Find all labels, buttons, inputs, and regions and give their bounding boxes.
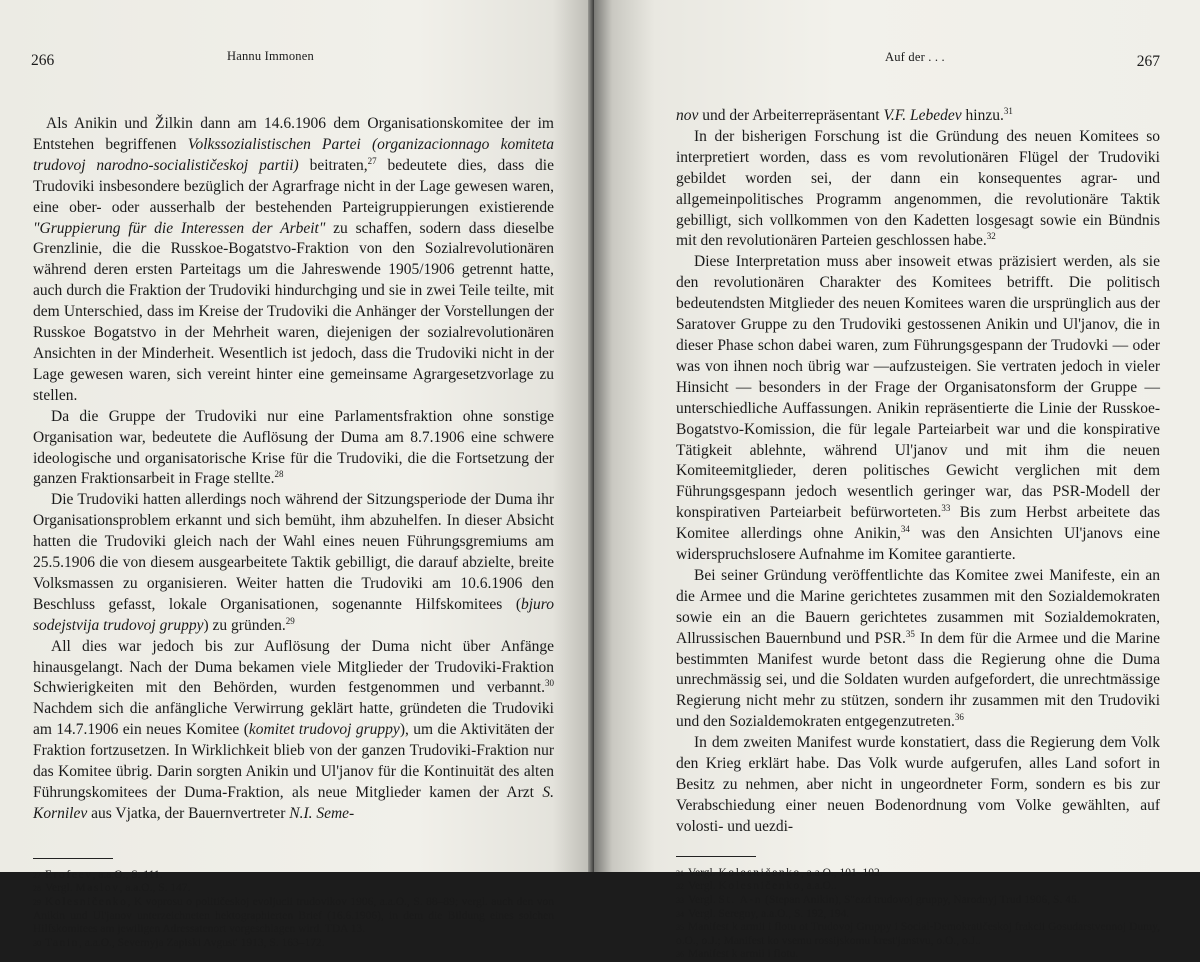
footnote xyxy=(33,896,554,937)
italic-run: komitet trudovoj gruppy xyxy=(248,721,400,739)
text-run: , a.a.O., S. 111. xyxy=(92,868,163,881)
right-page-header xyxy=(676,44,1160,90)
paragraph xyxy=(33,114,554,407)
text-run: , a.a.O.. xyxy=(800,880,837,893)
text-run: Vergl. xyxy=(688,893,719,906)
footnote-ref: 31 xyxy=(1003,105,1013,116)
page-number: 267 xyxy=(1136,53,1160,70)
spaced-name: Kolesničenko xyxy=(718,880,801,893)
footnote-number: 35 xyxy=(676,923,684,933)
text-run: (Stepan Anikin), S"ezd trudovoj gruppy, Narodnyj Trud 1906, S. 45. xyxy=(762,893,1080,906)
footnote xyxy=(33,882,554,896)
footnote xyxy=(676,894,1160,908)
footnote-number: 31 xyxy=(676,868,684,878)
text-run: Vergl. xyxy=(45,882,76,895)
footnote xyxy=(33,937,554,951)
text-run: Da die Gruppe der Trudoviki nur eine Parlamentsfraktion ohne sonstige Organisation war, bedeutete die Auflösung der Duma am 8.7.1906 eine schwere ideologische und organisatorische Krise für die Trudoviki, die die Fortsetzung der ganzen Fraktionsarbeit in Frage stellte. xyxy=(33,407,554,488)
italic-run: "Gruppierung für die Interessen der Arbeit" xyxy=(33,219,326,237)
spaced-name: St. A-n xyxy=(718,893,763,906)
footnote xyxy=(676,948,1160,962)
text-run: ), um die Aktivitäten der Fraktion fortzusetzen. In Wirklichkeit blieb von der ganzen Trudoviki-Fraktion nur das Komitee übrig. Darin sorgten Anikin und Ul'janov für die Kontinuität des alten Führungskomitees der Duma-Fraktion, als neue Mitglieder kamen der Arzt xyxy=(33,721,555,801)
text-run: bedeutete dies, dass die Trudoviki insbesondere bezüglich der Agrarfrage nicht in der Lage gewesen waren, eine ober- oder ausserhalb der bestehenden Parteigruppierungen existierende xyxy=(33,156,554,216)
text-run: Als Anikin und Žilkin dann am 14.6.1906 dem Organisationskomitee der im Entstehen begriffenen xyxy=(33,115,554,153)
footnote-ref: 27 xyxy=(367,155,377,166)
footnote-number: 32 xyxy=(676,882,684,892)
right-body-text xyxy=(676,106,1160,838)
text-run: In dem für die Armee und die Marine bestimmten Manifest wurde betont dass die Regierung ohne die Duma unrechmässig sei, und die Soldaten wurden aufgefordert, die unrechtmässige Regierung nicht mehr zu stützen, sondern ihr zusammen mit den Trudoviki und den Sozialdemokraten entgegenzutreten. xyxy=(676,629,1160,731)
italic-run: V.F. Lebedev xyxy=(883,107,962,124)
footnote-number: 27 xyxy=(33,870,41,880)
left-body-text xyxy=(33,114,554,825)
text-run: Nachdem sich die anfängliche Verwirrung geklärt hatte, gründeten die Trudoviki am 14.7.1906 ein neues Komitee ( xyxy=(33,700,554,739)
footnote-number: 36 xyxy=(676,950,684,960)
italic-run: bjuro sodejstvija trudovoj gruppy xyxy=(33,595,554,634)
text-run: Bei seiner Gründung veröffentlichte das Komitee zwei Manifeste, ein an die Armee und die Marine gerichtetes zusammen mit den Sozialdemokraten sowie ein an die Bauern gerichtetes zusammen mit Sozialdemokraten, Allrussischen Bauernbund und PSR. xyxy=(676,566,1160,647)
italic-run: N.I. Seme- xyxy=(289,804,355,822)
footnote-ref: 29 xyxy=(285,615,295,626)
text-run: Bis zum Herbst arbeitete das Komitee allerdings ohne Anikin, xyxy=(676,504,1160,543)
footnote xyxy=(676,921,1160,948)
text-run: hinzu. xyxy=(961,107,1004,124)
italic-run: nov xyxy=(676,107,699,124)
spaced-name: Tanin xyxy=(45,936,80,949)
text-run: beitraten, xyxy=(298,156,368,174)
text-run: Vergl. xyxy=(688,880,719,893)
left-footnotes xyxy=(33,869,554,951)
footnote xyxy=(33,869,554,883)
right-footnotes xyxy=(676,867,1160,962)
text-run: und der Arbeiterrepräsentant xyxy=(698,107,884,124)
footnote-ref: 35 xyxy=(905,628,915,639)
paragraph xyxy=(33,637,554,825)
text-run: Manifest k armii i flotu ot Trudovoj Gruppy i Social-Demokratičeskoj frakcii Gosudarstvennoj Dumy, o.O., o.J.; Manifest ko vsemu rossijskomu krest'janstvu, o.O., o.J.. xyxy=(676,921,1160,947)
text-run: zu schaffen, sodern dass dieselbe Grenzlinie, die die Russkoe-Bogatstvo-Fraktion von den Sozialrevolutionären während deren ersten Parteitags um die Jahreswende 1905/1906 getrennt hatte, auch durch die Fraktion der Trudoviki hindurchging und sie in zwei Teile teilte, mit dem Unterschied, dass im Kreise der Trudoviki die Anhänger der Vorstellungen der Russkoe Bogatstvo in der Mehrheit waren, diejenigen der sozialrevolutionären Ansichten in der Minderheit. Wesentlich ist jedoch, dass die Trudoviki nicht in der Lage gewesen waren, sich vereint hinter eine gemeinsame Agrargesetzvorlage zu stellen. xyxy=(33,219,554,404)
text-run: In der bisherigen Forschung ist die Gründung des neuen Komitees so interpretiert worden, dass es vom revolutionären Flügel der Trudoviki gebildet worden sei, der dann ein konsequentes agrar- und allgemeinpolitisches Programm angenommen, die revolutionäre Taktik gebilligt, sich vollkommen von den Kadetten losgesagt sowie ein Bündnis mit den revolutionären Parteien geschlossen habe. xyxy=(676,127,1160,250)
paragraph xyxy=(676,733,1160,838)
spaced-name: Erofeev xyxy=(45,868,93,881)
text-run: All dies war jedoch bis zur Auflösung der Duma nicht über Anfänge hinausgelangt. Nach der Duma bekamen viele Mitglieder der Trudoviki-Fraktion Schwierigkeiten mit den Behörden, wurden festgenommen und verbannt. xyxy=(33,637,554,697)
text-run: Vergl. xyxy=(688,866,719,879)
footnote xyxy=(676,880,1160,894)
text-run: , K voprosu o političeskoj evoljucii trudovikov 1906, a.a.O., S. 88–89; vergl. auch den von Anikin und Ul'janov unterzeichneten hektographierten Brief (16.6.1906), in dem die Bildung eines solchen Hilfskomitees am jewiligen Adressatenort vorgeschlagen wird. TDA 13. xyxy=(33,896,554,936)
page-number: 266 xyxy=(31,52,55,69)
left-page xyxy=(0,0,594,949)
spaced-name: Kolesničenko xyxy=(45,896,128,908)
footnote-number: 30 xyxy=(33,938,41,948)
paragraph xyxy=(676,566,1160,733)
italic-run: S. Kornilev xyxy=(33,784,554,822)
footnote-ref: 32 xyxy=(986,231,996,242)
footnote-ref: 33 xyxy=(941,503,951,514)
footnote-number: 28 xyxy=(33,884,41,894)
footnote-number: 34 xyxy=(676,909,684,919)
text-run: ) zu gründen. xyxy=(203,616,286,634)
spaced-name: Kolesničenko xyxy=(718,866,801,879)
text-run: Vergl. Seregny, a.a.O., S. 192, 194. xyxy=(688,907,850,920)
paragraph xyxy=(33,407,554,491)
text-run: , a.a.O., 101–102. xyxy=(800,866,883,879)
running-head: Hannu Immonen xyxy=(227,49,314,63)
text-run: In dem zweiten Manifest wurde konstatiert, dass die Regierung dem Volk den Krieg erklärt habe. Das Volk wurde aufgerufen, alles Land sofort in Besitz zu nehmen, aber nicht in ungeordneter Form, sondern es bis zur Verabschiedung einer neuen Bodenordnung vom Volke gewählten, auf volosti- und uezdi- xyxy=(676,734,1160,835)
footnote-ref: 28 xyxy=(274,469,284,480)
running-head: Auf der . . . xyxy=(885,50,945,64)
left-page-header xyxy=(28,44,554,90)
footnote-ref: 34 xyxy=(900,523,910,534)
spaced-name: Maslov xyxy=(75,882,120,895)
right-page xyxy=(594,0,1200,961)
text-run: aus Vjatka, der Bauernvertreter xyxy=(87,804,290,822)
footnote-number: 33 xyxy=(676,895,684,905)
footnote xyxy=(676,867,1160,881)
paragraph xyxy=(33,490,554,636)
text-run: , a.a.O., Severnyja Zapiski Avgust' 1913, S. 163–172. xyxy=(79,936,325,949)
paragraph xyxy=(676,106,1160,127)
text-run: was den Ansichten Ul'janovs eine widerspruchslosere Aufnahme im Komitee garantierte. xyxy=(676,525,1160,564)
footnote xyxy=(676,908,1160,922)
paragraph xyxy=(676,252,1160,566)
text-run: , a.a.O., S. 147. xyxy=(119,882,191,895)
paragraph xyxy=(676,127,1160,252)
text-run: Die Trudoviki hatten allerdings noch während der Sitzungsperiode der Duma ihr Organisationsproblem erkannt und sich bemüht, ihm abzuhelfen. In dieser Absicht hatten die Trudoviki gleich nach der Wahl eines neuen Führungsgremiums am 25.5.1906 die von diesem ausgearbeitete Taktik gebilligt, die darauf abzielte, breite Volksmassen zu organisieren. Weiter hatten die Trudoviki am 10.6.1906 den Beschluss gefasst, lokale Organisationen, sogenannte Hilfskomitees ( xyxy=(33,491,554,613)
footnote-ref: 30 xyxy=(545,678,554,689)
footnote-number: 29 xyxy=(33,898,41,907)
footnote-ref: 36 xyxy=(954,712,964,723)
footnote-rule xyxy=(676,856,756,857)
text-run: Diese Interpretation muss aber insoweit etwas präzisiert werden, als sie den revolutionären Charakter des Komitees betrifft. Die politisch bedeutendsten Mitglieder des neuen Komitees waren die ursprünglich aus der Saratover Gruppe zu den Trudoviki gestossenen Anikin und Ul'janov, die in dieser Phase schon dabei waren, zum Führungsgespann der Trudovki — oder was von ihnen noch übrig war —aufzusteigen. Sie vertraten jedoch in vieler Hinsicht — besonders in der Frage der Organisatonsform der Gruppe — unterschiedliche Auffassungen. Anikin repräsentierte die Linie der Russkoe-Bogatstvo-Komission, die für legale Parteiarbeit war und die konspirative Tätigkeit ablehnte, während Ul'janov und mit ihm die neuen Komiteemitglieder, deren politisches Gewicht verglichen mit dem Führungsgespann jedoch wesentlich geringer war, das PSR-Modell der konspirativen Parteiarbeit befürworteten. xyxy=(676,253,1160,522)
text-run: Manifest k armii i flotu. xyxy=(688,948,799,961)
footnote-rule xyxy=(33,858,113,859)
italic-run: Volkssozialistischen Partei (organizacionnago komiteta trudovoj narodno-socialističeskoj partii) xyxy=(33,135,554,174)
